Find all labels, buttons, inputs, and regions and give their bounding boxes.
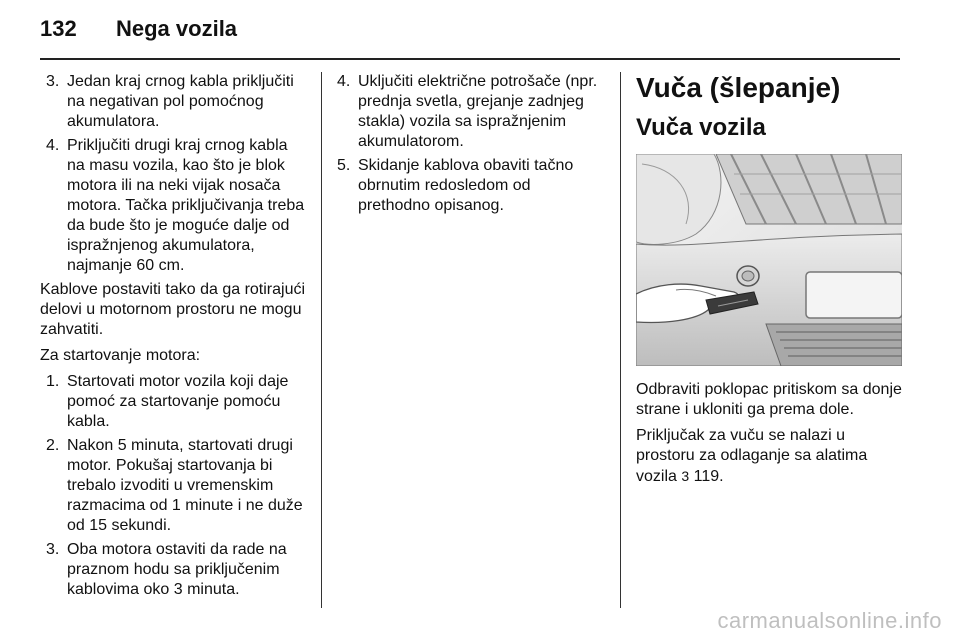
step-number: 4. <box>46 137 60 154</box>
step-list <box>40 372 308 600</box>
list-item <box>331 72 607 152</box>
step-number: 4. <box>337 73 351 90</box>
list-item <box>40 372 308 432</box>
list-item <box>40 540 308 600</box>
list-item <box>331 156 607 216</box>
step-text: Jedan kraj crnog kabla priključiti na negativan pol pomoćnog akumulatora. <box>67 73 294 130</box>
watermark: carmanualsonline.info <box>717 608 942 633</box>
list-item <box>40 436 308 536</box>
step-number: 5. <box>337 157 351 174</box>
list-item <box>40 136 308 276</box>
page-reference[interactable]: 119. <box>693 468 724 485</box>
step-text: Nakon 5 minuta, startovati drugi motor. Pokušaj startovanja bi trebalo izvoditi u vremenskim razmacima od 1 minute i ne duže od 15 sekundi. <box>67 437 303 534</box>
step-text: Uključiti električne potrošače (npr. prednja svetla, grejanje zadnjeg stakla) vozila sa ispražnjenim akumulatorom. <box>358 73 598 150</box>
list-item <box>40 72 308 132</box>
page-number: 132 <box>40 16 77 41</box>
paragraph <box>636 426 902 487</box>
step-number: 1. <box>46 373 60 390</box>
step-text: Priključiti drugi kraj crnog kabla na masu vozila, kao što je blok motora ili na neki vijak nosača motora. Tačka priključivanja treba da bude što je moguće dalje od ispražnjenog akumulatora, najmanje 60 cm. <box>67 137 305 274</box>
paragraph: Kablove postaviti tako da ga rotirajući delovi u motornom prostoru ne mogu zahvatiti. <box>40 281 306 338</box>
step-number: 3. <box>46 73 60 90</box>
step-list <box>40 72 308 276</box>
section-heading: Vuča (šlepanje) <box>636 72 841 103</box>
step-text: Skidanje kablova obaviti tačno obrnutim redosledom od prethodno opisanog. <box>358 157 574 214</box>
subsection-heading: Vuča vozila <box>636 114 766 141</box>
column-middle <box>331 72 607 220</box>
page-header <box>40 14 900 60</box>
column-divider <box>620 72 621 608</box>
step-number: 2. <box>46 437 60 454</box>
page-title: Nega vozila <box>116 16 238 41</box>
column-divider <box>321 72 322 608</box>
column-left <box>40 72 308 604</box>
header-rule <box>40 58 900 60</box>
step-text: Oba motora ostaviti da rade na praznom hodu sa priključenim kablovima oko 3 minuta. <box>67 541 287 598</box>
paragraph: Odbraviti poklopac pritiskom sa donje strane i ukloniti ga prema dole. <box>636 381 902 418</box>
column-right <box>636 72 902 493</box>
page-reference-arrow-icon: 3 <box>681 468 690 484</box>
step-number: 3. <box>46 541 60 558</box>
step-list <box>331 72 607 216</box>
paragraph: Za startovanje motora: <box>40 347 201 364</box>
paragraph-text: Priključak za vuču se nalazi u prostoru za odlaganje sa alatima vozila <box>636 427 868 485</box>
towing-eye-cover-illustration <box>636 154 902 366</box>
step-text: Startovati motor vozila koji daje pomoć za startovanje pomoću kabla. <box>67 373 289 430</box>
